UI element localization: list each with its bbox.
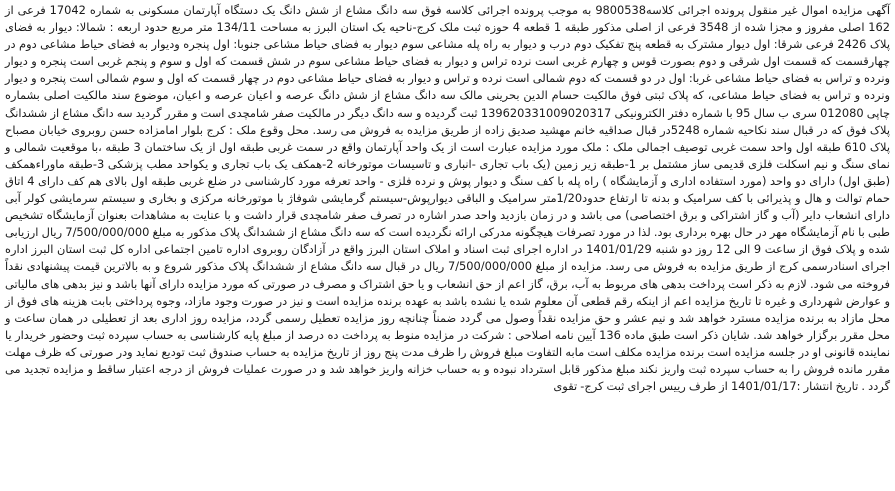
- auction-notice-text: آگهی مزایده اموال غیر منقول پرونده اجرائی کلاسه9800538 به موجب پرونده اجرائی کلاسه فوق سه دانگ مشاع از شش دانگ یک دستگاه آپارتمان مسکونی به شماره 17042 فرعی از 162 اصلی مفروز و مجزا شده از 3548 فرعی از اصلی مذکور طبقه 1 قطعه 4 حوزه ثبت ملک کرج-ناحیه یک استان البرز به مساحت 134/11 متر مربع حدود اربعه : شمالا: دیوار به فضای پلاک 2426 فرعی شرقا: اول دیوار مشترک به قطعه پنج تفکیک دوم درب و دیوار به راه پله مشاعی سوم دیوار به فضای حیاط مشاعی جنوبا: اول پنجره ودیوار به فضای حیاط مشاعی دوم در چهارقسمت که قسمت اول شرقی و دوم بصورت قوس و چهارم غربی است نرده تراس و دیوار به فضای حیاط مشاعی سوم در شش قسمت که اول و سوم و پنجم غربی است پنجره و دیوار ونرده و تراس به فضای حیاط مشاعی غربا: اول در دو قسمت که دوم شمالی است نرده و تراس و دیوار به فضای حیاط مشاعی دوم در چهار قسمت که اول و سوم شمالی است پنجره و دیوار ونرده و تراس به فضای حیاط مشاعی، که پلاک ثبتی فوق مالکیت حسام الدین بحرینی مالک سه دانگ مشاع از شش دانگ عرصه و اعیان عرصه و اعیان، موضوع سند مالکیت اصلی بشماره چاپی 012080 سری ب سال 95 با شماره دفتر الکترونیکی 139620331009020317 ثبت گردیده و سه دانگ دیگر در مالکیت صفر شامچدی است و مقرر گردید سه دانگ مشاع از ششدانگ پلاک فوق که در قبال سند نکاحیه شماره 5248در قبال صداقیه خانم مهشید صدیق زاده از طریق مزایده به فروش می رسد. محل وقوع ملک : کرج بلوار امامزاده حسن روبروی خیابان مصباح پلاک 610 طبقه اول واحد سمت غربی توصیف اجمالی ملک : ملک مورد مزایده عبارت است از یک واحد آپارتمان واقع در سمت غربی طبقه اول از یک ساختمان 3 طبقه ،با موقعیت شمالی و نمای سنگ و نیم اسکلت فلزی قدیمی ساز مشتمل بر 1-طبقه زیر زمین (یک باب تجاری -انباری و تاسیسات موتورخانه 2-همکف یک باب تجاری و یکواحد مطب پزشکی 3-طبقه ماوراءهمکف (طبق اول) دارای دو واحد (مورد استفاده اداری و آزمایشگاه ) راه پله با کف سنگ و دیوار پوش و نرده فلزی - واحد تعرفه مورد کارشناسی در ضلع غربی طبقه اول بالای هم کف دارای 4 اتاق حمام توالت و هال و پذیرائی با کف سرامیک و بدنه تا ارتفاع حدود1/20متر سرامیک و الباقی دیوارپوش-سیستم گرمایشی شوفاژ با موتورخانه مرکزی و بخاری و سیستم سرمایشی کولر آبی دارای انشعاب دایر (آب و گاز اشتراکی و برق اختصاصی) می باشد و در زمان بازدید واحد صدر اشاره در تصرف صفر شامچدی قرار داشت و با عنایت به مشاهدات بعنوان آزمایشگاه تشخیص طبی با نام آزمایشگاه مهر در حال بهره برداری بود. لذا در مورد تصرفات هیچگونه مدرکی ارائه نگردیده است که سه دانگ مشاع از ششدانگ پلاک مذکور به مبلغ 7/500/000/000 ریال ارزیابی شده و پلاک فوق از ساعت 9 الی 12 روز دو شنبه 1401/01/29 در اداره اجرای ثبت اسناد و املاک استان البرز واقع در آزادگان روبروی اداره تامین اجتماعی اداره کل ثبت استان البرز اداره اجرای اسنادرسمی کرج از طریق مزایده به فروش می رسد. مزایده از مبلغ 7/500/000/000 ریال در قبال سه دانگ مشاع از ششدانگ پلاک مذکور شروع و به بالاترین قیمت پیشنهادی نقداً فروخته می شود. لازم به ذکر است پرداخت بدهی های مربوط به آب، برق، گاز اعم از حق انشعاب و یا حق اشتراک و مصرف در صورتی که مورد مزایده دارای آنها باشد و نیز بدهی های مالیاتی و عوارض شهرداری و غیره تا تاریخ مزایده اعم از اینکه رقم قطعی آن معلوم شده یا نشده باشد به عهده برنده مزایده است و نیز در صورت وجود مازاد، وجوه پرداختی بابت هزینه های فوق از محل مازاد به برنده مزایده مسترد خواهد شد و نیم عشر و حق مزایده نقداً وصول می گردد ضمناً چنانچه روز مزایده تعطیل رسمی گردد، مزایده روز اداری بعد از تعطیلی در همان ساعت و محل مقرر برگزار خواهد شد. شایان ذکر است طبق ماده 136 آیین نامه اصلاحی : شرکت در مزایده منوط به پرداخت ده درصد از مبلغ پایه کارشناسی به حساب سپرده ثبت وحضور خریدار یا نماینده قانونی او در جلسه مزایده است برنده مزایده مکلف است مابه التفاوت مبلغ فروش را ظرف مدت پنج روز از تاریخ مزایده به حساب صندوق ثبت تودیع نماید ودر صورتی که ظرف مهلت مقرر مانده فروش را به حساب سپرده ثبت واریز نکند مبلغ مذکور قابل استرداد نبوده و به حساب خزانه واریز خواهد شد و در صورت عملیات فروش از درجه اعتبار ساقط و مزایده تجدید می گردد . تاریخ انتشار :1401/01/17 از طرف رییس اجرای ثبت کرج- تقوی: [5, 3, 891, 394]
